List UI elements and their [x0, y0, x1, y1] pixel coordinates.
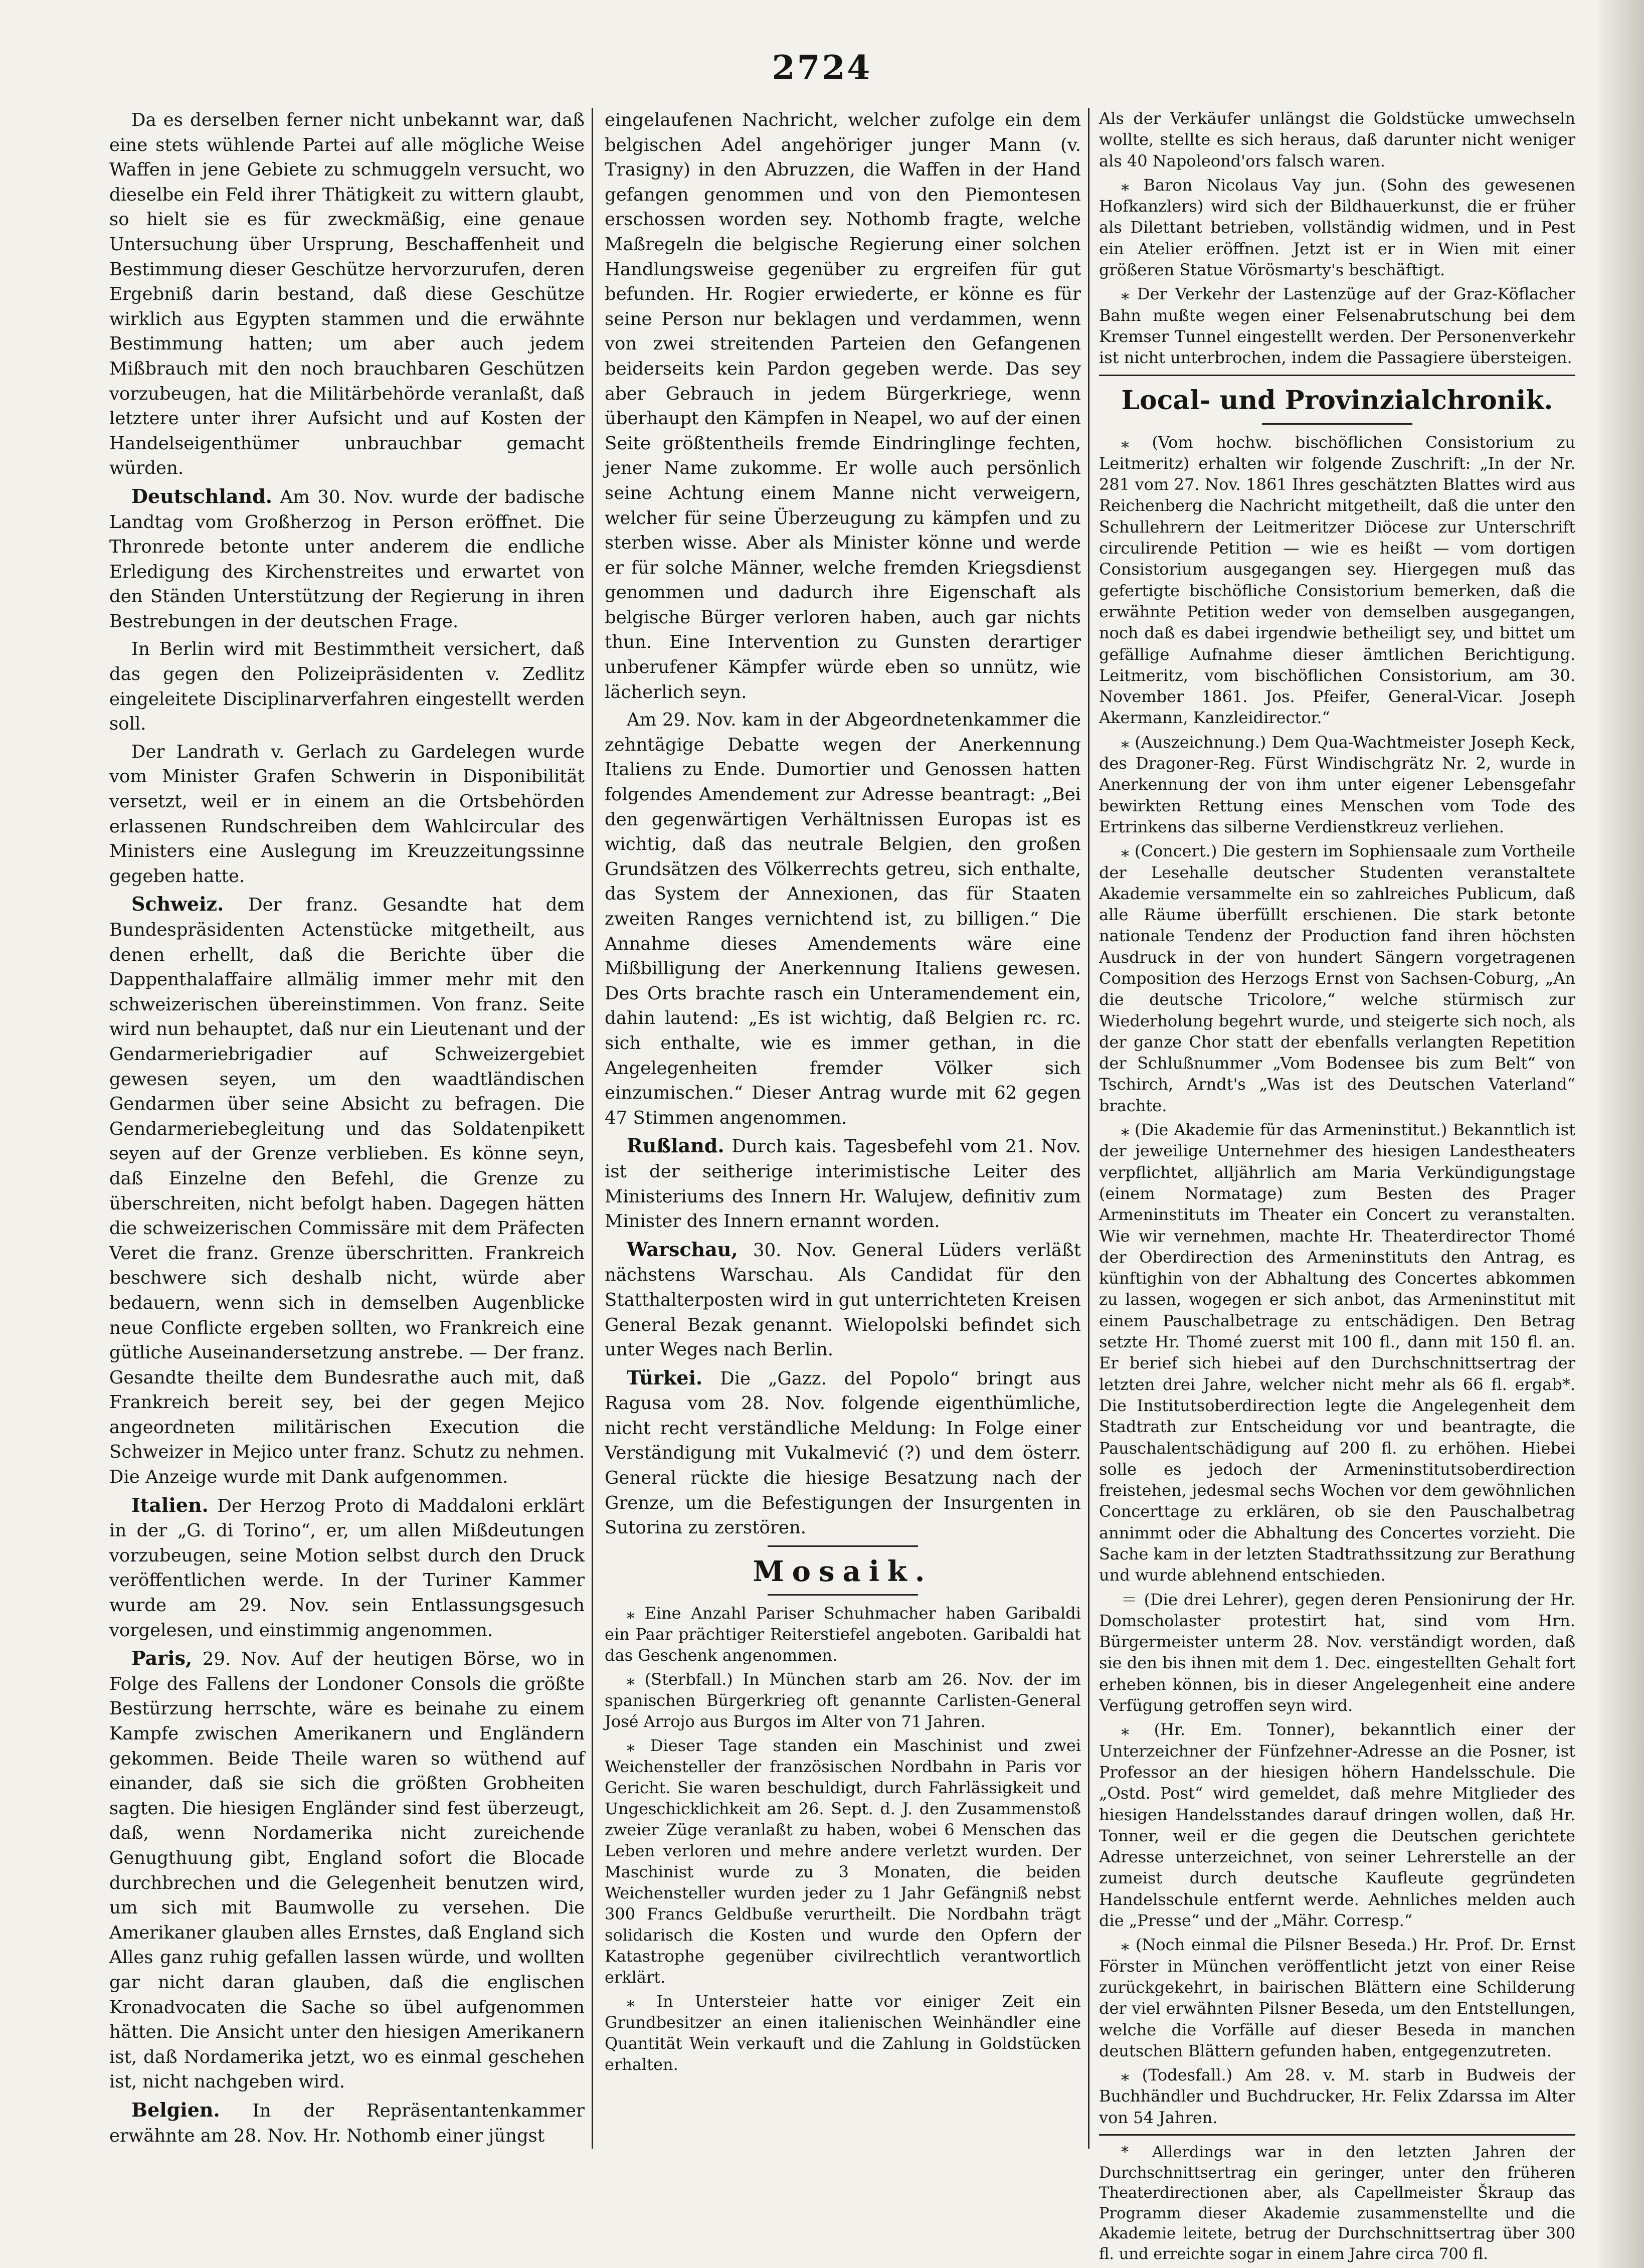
chronik-divider-bottom [1262, 423, 1412, 425]
mosaik-divider-bottom [768, 1594, 918, 1596]
article-text: ⁎ (Sterbfall.) In München starb am 26. Nov. der im spanischen Bürgerkrieg oft genannte Carlisten-General José Arrojo aus Burgos im Alter von 71 Jahren. [605, 1669, 1081, 1731]
article-text: 29. Nov. Auf der heutigen Börse, wo in Folge des Fallens der Londoner Consols die größte Bestürzung herrschte, wäre es beinahe zu einem Kampfe zwischen Amerikanern und Engländern gekommen. Beide Theile waren so wüthend auf einander, daß sie sich die größten Grobheiten sagten. Die hiesigen Engländer sind fest überzeugt, daß, wenn Nordamerika nicht zureichende Genugthuung gibt, England sofort die Blocade durchbrechen und die Gelegenheit benutzen wird, um sich mit Baumwolle zu versehen. Die Amerikaner glauben alles Ernstes, daß England sich Alles ganz ruhig gefallen lassen würde, und wollten gar nicht daran glauben, daß die englischen Kronadvocaten die Sache so übel aufgenommen hätten. Die Ansicht unter den hiesigen Amerikanern ist, daß Nordamerika jetzt, wo es einmal geschehen ist, nicht nachgeben wird. [109, 1649, 585, 2092]
article-paragraph [1099, 175, 1575, 280]
article-text: ⁎ (Noch einmal die Pilsner Beseda.) Hr. Prof. Dr. Ernst Förster in München veröffentlicht jetzt von einer Reise zurückgekehrt, in bairischen Blättern eine Schilderung der viel erwähnten Pilsner Beseda, um den Entstellungen, welche die Vorfälle auf dieser Beseda in manchen deutschen Blättern gefunden haben, entgegenzutreten. [1099, 1935, 1575, 2060]
mosaik-heading: Mosaik. [753, 1554, 933, 1588]
article-paragraph [605, 708, 1081, 1130]
article-text: ⁎ Baron Nicolaus Vay jun. (Sohn des gewesenen Hofkanzlers) wird sich der Bildhauerkunst, die er früher als Dilettant betrieben, vollständig widmen, und in Pest ein Atelier eröffnen. Jetzt ist er in Wien mit einer größeren Statue Vörösmarty's beschäftigt. [1099, 175, 1575, 280]
article-paragraph [109, 637, 585, 736]
article-text: ⁎ Eine Anzahl Pariser Schuhmacher haben Garibaldi ein Paar prächtiger Reiterstiefel angeboten. Garibaldi hat das Geschenk angenommen. [605, 1603, 1081, 1665]
article-text: Als der Verkäufer unlängst die Goldstücke umwechseln wollte, stellte es sich heraus, daß darunter nicht weniger als 40 Napoleond'ors falsch waren. [1099, 109, 1575, 170]
article-paragraph [1099, 1934, 1575, 2061]
article-lead: Deutschland. [131, 484, 272, 507]
page-number: 2724 [772, 48, 872, 87]
footnote-divider [1099, 2134, 1575, 2136]
article-paragraph [1099, 432, 1575, 729]
article-lead: Paris, [131, 1647, 193, 1670]
article-paragraph [605, 1133, 1081, 1234]
article-text: ＝ (Die drei Lehrer), gegen deren Pensionirung der Hr. Domscholaster protestirt hat, sind vom Hrn. Bürgermeister unterm 28. Nov. verständigt worden, daß sie den bis ihnen mit dem 1. Dec. eingestellten Gehalt fort erheben können, bis in dieser Angelegenheit eine andere Verfügung getroffen seyn wird. [1099, 1590, 1575, 1715]
article-text: ⁎ (Auszeichnung.) Dem Qua-Wachtmeister Joseph Keck, des Dragoner-Reg. Fürst Windischgrätz Nr. 2, wurde in Anerkennung der von ihm unter eigener Lebensgefahr bewirkten Rettung eines Menschen vom Tode des Ertrinkens das silberne Verdienstkreuz verliehen. [1099, 732, 1575, 836]
article-text: In der Repräsentantenkammer erwähnte am 28. Nov. Hr. Nothomb einer jüngst [109, 2100, 585, 2146]
article-text: ⁎ (Vom hochw. bischöflichen Consistorium zu Leitmeritz) erhalten wir folgende Zuschrift: „In der Nr. 281 vom 27. Nov. 1861 Ihres geschätzten Blattes wird aus Reichenberg die Nachricht mitgetheilt, daß die unter den Schullehrern der Leitmeritzer Diöcese zur Unterschrift circulirende Petition — wie es heißt — vom dortigen Consistorium ausgegangen sey. Hiergegen muß das gefertigte bischöfliche Consistorium bemerken, daß die erwähnte Petition weder von demselben ausgegangen, noch daß es dabei irgendwie betheiligt sey, und bittet um gefällige Aufnahme dieser ämtlichen Berichtigung. Leitmeritz, vom bischöflichen Consistorium, am 30. November 1861. Jos. Pfeifer, General-Vicar. Joseph Akermann, Kanzleidirector.“ [1099, 432, 1575, 728]
article-text: In Berlin wird mit Bestimmtheit versichert, daß das gegen den Polizeipräsidenten v. Zedlitz eingeleitete Disciplinarverfahren eingestellt werden soll. [109, 639, 585, 735]
article-text: Der franz. Gesandte hat dem Bundespräsidenten Actenstücke mitgetheilt, aus denen erhellt, daß die Berichte über die Dappenthalaffaire allmälig immer mehr mit den schweizerischen übereinstimmen. Von franz. Seite wird nun behauptet, daß nur ein Lieutenant und der Gendarmeriebrigadier auf Schweizergebiet gewesen seyen, um den waadtländischen Gendarmen über seine Absicht zu befragen. Die Gendarmeriebegleitung und das Soldatenpikett seyen auf der Grenze verblieben. Es könne seyn, daß Einzelne den Befehl, die Grenze zu überschreiten, nicht befolgt haben. Dagegen hätten die schweizerischen Commissäre mit dem Präfecten Veret die franz. Grenze überschritten. Frankreich beschwere sich deshalb nicht, würde aber bedauern, wenn sich in demselben Augenblicke neue Conflicte ergeben sollten, wo Frankreich eine gütliche Auseinandersetzung anstrebe. — Der franz. Gesandte theilte dem Bundesrathe auch mit, daß Frankreich bereit sey, bei der gegen Mejico angeordneten militärischen Execution die Schweizer in Mejico unter franz. Schutz zu nehmen. Die Anzeige wurde mit Dank aufgenommen. [109, 895, 585, 1488]
article-paragraph [109, 484, 585, 634]
article-text: Der Herzog Proto di Maddaloni erklärt in der „G. di Torino“, er, um allen Mißdeutungen vorzubeugen, seine Motion selbst durch den Druck veröffentlichen werde. In der Turiner Kammer wurde am 29. Nov. sein Entlassungsgesuch vorgelesen, und einstimmig angenommen. [109, 1495, 585, 1641]
article-paragraph [109, 2098, 585, 2148]
article-text: Der Landrath v. Gerlach zu Gardelegen wurde vom Minister Grafen Schwerin in Disponibilität versetzt, weil er in einem an die Ortsbehörden erlassenen Rundschreiben dem Wahlcircular des Ministers eine Auslegung im Kreuzzeitungssinne gegeben hatte. [109, 741, 585, 887]
article-paragraph [1099, 1119, 1575, 1586]
article-lead: Warschau, [627, 1238, 738, 1261]
article-paragraph [1099, 1719, 1575, 1931]
article-text: Am 30. Nov. wurde der badische Landtag vom Großherzog in Person eröffnet. Die Thronrede betonte unter anderem die endliche Erledigung des Kirchenstreites und erwartet von den Ständen Unterstützung der Regierung in ihren Bestrebungen in der deutschen Frage. [109, 486, 585, 632]
article-text: ⁎ Der Verkehr der Lastenzüge auf der Graz-Köflacher Bahn mußte wegen einer Felsenabrutschung bei dem Kremser Tunnel eingestellt werden. Der Personenverkehr ist nicht unterbrochen, indem die Passagiere übersteigen. [1099, 284, 1575, 368]
article-text: Die „Gazz. del Popolo“ bringt aus Ragusa vom 28. Nov. folgende eigenthümliche, nicht recht verständliche Meldung: In Folge einer Verständigung mit Vukalmević (?) und dem österr. General rückte die hiesige Besatzung nach der Grenze, um die Befestigungen der Insurgenten in Sutorina zu zerstören. [605, 1368, 1081, 1538]
article-paragraph [605, 1365, 1081, 1540]
column-2 [605, 108, 1081, 2156]
article-text: Am 29. Nov. kam in der Abgeordnetenkammer die zehntägige Debatte wegen der Anerkennung Italiens zu Ende. Dumortier und Genossen hatten folgendes Amendement zur Adresse beantragt: „Bei den gegenwärtigen Verhältnissen Europas ist es wichtig, daß das neutrale Belgien, den großen Grundsätzen des Völkerrechts getreu, sich enthalte, das System der Annexionen, das für Staaten zweiten Ranges vernichtend ist, zu billigen.“ Die Annahme dieses Amendements wäre eine Mißbilligung der Anerkennung Italiens gewesen. Des Orts brachte rasch ein Unteramendement ein, dahin lautend: „Es ist wichtig, daß Belgien rc. rc. sich enthalte, wie es immer gethan, in die Angelegenheiten fremder Völker sich einzumischen.“ Dieser Antrag wurde mit 62 gegen 47 Stimmen angenommen. [605, 710, 1081, 1128]
article-text: ⁎ Dieser Tage standen ein Maschinist und zwei Weichensteller der französischen Nordbahn in Paris vor Gericht. Sie waren beschuldigt, durch Fahrlässigkeit und Ungeschicklichkeit am 26. Sept. d. J. den Zusammenstoß zweier Züge veranlaßt zu haben, wobei 6 Menschen das Leben verloren und mehre andere verletzt wurden. Der Maschinist wurde zu 3 Monaten, die beiden Weichensteller wurden jeder zu 1 Jahr Gefängniß nebst 300 Francs Geldbuße verurtheilt. Die Nordbahn trägt solidarisch die Kosten und wurde den Opfern der Katastrophe gegenüber civilrechtlich verantwortlich erklärt. [605, 1735, 1081, 1987]
article-paragraph [109, 892, 585, 1489]
chronik-heading: Local- und Provinzialchronik. [1121, 385, 1553, 416]
article-text: Da es derselben ferner nicht unbekannt war, daß eine stets wühlende Partei auf alle mögliche Weise Waffen in jene Gebiete zu schmuggeln versucht, wo dieselbe ein Feld ihrer Thätigkeit zu wittern glaubt, so hielt sie es für zweckmäßig, eine genaue Untersuchung über Ursprung, Beschaffenheit und Bestimmung dieser Geschütze hervorzurufen, deren Ergebniß darin bestand, daß diese Geschütze wirklich aus Egypten stammen und die erwähnte Bestimmung hatten; um aber auch jedem Mißbrauch mit den noch brauchbaren Geschützen vorzubeugen, hat die Militärbehörde veranlaßt, daß letztere unter ihrer Aufsicht und auf Kosten der Handelseigenthümer unbrauchbar gemacht würden. [109, 110, 585, 479]
article-paragraph [1099, 840, 1575, 1116]
article-lead: Italien. [131, 1493, 209, 1516]
article-paragraph [605, 1735, 1081, 1988]
article-paragraph [1099, 283, 1575, 368]
article-paragraph [605, 1669, 1081, 1732]
article-paragraph [605, 1237, 1081, 1362]
article-lead: Belgien. [131, 2098, 220, 2121]
article-text: ⁎ (Hr. Em. Tonner), bekanntlich einer der Unterzeichner der Fünfzehner-Adresse an die Posner, ist Professor an der hiesigen höhern Handelsschule. Die „Ostd. Post“ wird gemeldet, daß mehre Mitglieder des hiesigen Handelsstandes darauf dringen wollen, daß Hr. Tonner, weil er die gegen die Deutschen gerichtete Adresse unterzeichnet, von seiner Lehrerstelle an der zumeist durch deutsche Kaufleute gegründeten Handelsschule entfernt werde. Aehnliches melden auch die „Presse“ und der „Mähr. Corresp.“ [1099, 1720, 1575, 1931]
article-paragraph [109, 740, 585, 889]
article-text: eingelaufenen Nachricht, welcher zufolge ein dem belgischen Adel angehöriger junger Mann (v. Trasigny) in den Abruzzen, die Waffen in der Hand gefangen genommen und von den Piemontesen erschossen worden sey. Nothomb fragte, welche Maßregeln die belgische Regierung einer solchen Handlungsweise gegenüber zu ergreifen für gut befunden. Hr. Rogier erwiederte, er könne es für seine Person nur beklagen und verdammen, wenn von zwei streitenden Parteien den Gefangenen beiderseits kein Pardon gegeben werde. Das sey aber Gebrauch in jedem Bürgerkriege, wenn überhaupt den Kämpfen in Neapel, wo auf der einen Seite größtentheils fremde Eindringlinge fechten, jener Name zukomme. Er wolle auch persönlich seine Achtung einem Manne nicht verweigern, welcher für seine Überzeugung zu kämpfen und zu sterben wisse. Aber als Minister könne und werde er für solche Männer, welche fremden Kriegsdienst genommen und dadurch ihre Eigenschaft als belgische Bürger verloren haben, auch gar nichts thun. Eine Intervention zu Gunsten derartiger unberufener Kämpfer würde eben so unnütz, wie lächerlich seyn. [605, 110, 1081, 703]
article-paragraph [605, 1991, 1081, 2075]
article-text: Durch kais. Tagesbefehl vom 21. Nov. ist der seitherige interimistische Leiter des Ministeriums des Innern Hr. Walujew, definitiv zum Minister des Innern ernannt worden. [605, 1136, 1081, 1232]
article-paragraph [1099, 1589, 1575, 1716]
article-paragraph [605, 1603, 1081, 1666]
article-paragraph [109, 1493, 585, 1643]
article-text: ⁎ (Die Akademie für das Armeninstitut.) Bekanntlich ist der jeweilige Unternehmer des hiesigen Landestheaters verpflichtet, alljährlich am Maria Verkündigungstage (einem Normatage) zum Besten des Prager Armeninstituts im Theater ein Concert zu veranstalten. Wie wir vernehmen, machte Hr. Theaterdirector Thomé der Oberdirection des Armeninstituts den Antrag, es künftighin von der Abhaltung des Concertes abkommen zu lassen, wogegen er sich anbot, das Armeninstitut mit einem Pauschalbetrage zu entschädigen. Den Betrag setzte Hr. Thomé zuerst mit 100 fl., dann mit 150 fl. an. Er berief sich hiebei auf den Durchschnittsertrag der letzten drei Jahre, welcher nicht mehr als 66 fl. ergab*. Die Institutsoberdirection legte die Angelegenheit dem Stadtrath zur Entscheidung vor und beantragte, die Pauschalentschädigung auf 200 fl. zu erhöhen. Hiebei solle es jedoch der Armeninstitutsoberdirection freistehen, jedesmal sechs Wochen vor dem gewöhnlichen Concerttage zu erklären, ob sie den Pauschalbetrag annimmt oder die Abhaltung des Concertes vorzieht. Die Sache kam in der letzten Stadtrathssitzung zur Berathung und wurde ablehnend entschieden. [1099, 1120, 1575, 1585]
article-text: ⁎ (Concert.) Die gestern im Sophiensaale zum Vortheile der Lesehalle deutscher Studenten veranstaltete Akademie versammelte ein so zahlreiches Publicum, daß alle Räume überfüllt erschienen. Die stark betonte nationale Tendenz der Production fand ihren höchsten Ausdruck in der von hundert Sängern vorgetragenen Composition des Herzogs Ernst von Sachsen-Coburg, „An die deutsche Tricolore,“ welche stürmisch zur Wiederholung begehrt wurde, und steigerte sich noch, als der ganze Chor statt der ebenfalls verlangten Repetition der Schlußnummer „Vom Bodensee bis zum Belt“ von Tschirch, Arndt's „Was ist des Deutschen Vaterland“ brachte. [1099, 841, 1575, 1115]
article-text: 30. Nov. General Lüders verläßt nächstens Warschau. Als Candidat für den Statthalterposten wird in gut unterrichteten Kreisen General Bezak genannt. Wielopolski befindet sich unter Weges nach Berlin. [605, 1240, 1081, 1360]
article-paragraph [109, 1646, 585, 2095]
article-text: ⁎ In Untersteier hatte vor einiger Zeit ein Grundbesitzer an einen italienischen Weinhändler eine Quantität Wein verkauft und die Zahlung in Goldstücken erhalten. [605, 1991, 1081, 2074]
article-text: ⁎ (Todesfall.) Am 28. v. M. starb in Budweis der Buchhändler und Buchdrucker, Hr. Felix Zdarssa im Alter von 54 Jahren. [1099, 2065, 1575, 2127]
footnote: * Allerdings war in den letzten Jahren der Durchschnittsertrag ein geringer, unter den früheren Theaterdirectionen aber, als Capellmeister Škraup das Programm dieser Akademie zusammenstellte und die Akademie leitete, betrug der Durchschnittsertrag über 300 fl. und erreichte sogar in einem Jahre circa 700 fl. [1099, 2144, 1575, 2263]
article-paragraph [1099, 108, 1575, 171]
column-3 [1099, 108, 1575, 2263]
article-lead: Schweiz. [131, 893, 224, 916]
column-1 [109, 108, 585, 2156]
article-paragraph [605, 108, 1081, 705]
article-paragraph [1099, 732, 1575, 837]
column-rule-right [1088, 108, 1089, 2149]
article-paragraph [109, 108, 585, 481]
article-lead: Türkei. [627, 1366, 703, 1389]
article-paragraph [1099, 2064, 1575, 2128]
page-edge-shadow [1599, 0, 1644, 2268]
mosaik-divider-top [768, 1545, 918, 1547]
column-rule-left [592, 108, 593, 2149]
article-lead: Rußland. [627, 1134, 724, 1157]
chronik-divider-top [1099, 375, 1575, 376]
